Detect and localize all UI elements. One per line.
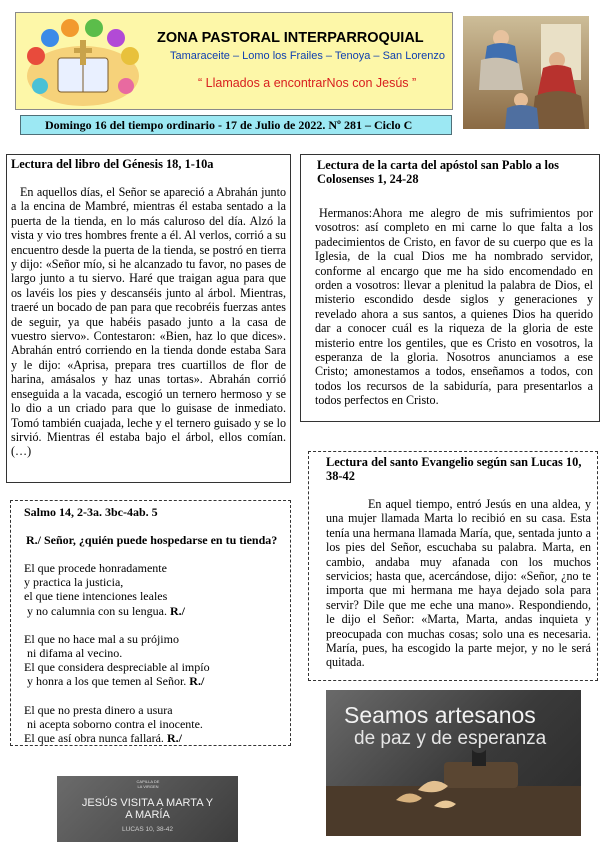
psalm-stanza xyxy=(24,561,284,618)
children-bible-logo xyxy=(22,16,144,108)
psalm-response: R./ Señor, ¿quién puede hospedarse en tu tienda? xyxy=(26,533,278,547)
martha-mary-banner xyxy=(57,776,238,842)
banner-reference: LUCAS 10, 38-42 xyxy=(122,826,173,833)
zone-title: ZONA PASTORAL INTERPARROQUIAL xyxy=(157,30,424,46)
psalm-line: El que considera despreciable al impío xyxy=(24,660,210,675)
psalm-line-text: y honra a los que temen al Señor. xyxy=(24,674,187,689)
psalm-refrain: R./ xyxy=(169,603,185,618)
psalm-line-text: El que así obra nunca fallará. xyxy=(24,731,164,746)
second-reading-heading: Lectura de la carta del apóstol san Pablo a los Colosenses 1, 24-28 xyxy=(317,158,559,186)
banner-title-line2: A MARÍA xyxy=(125,809,170,821)
gospel-box xyxy=(308,451,598,681)
parishes-line: Tamaraceite – Lomo los Frailes – Tenoya – San Lorenzo xyxy=(170,50,445,62)
first-reading-heading: Lectura del libro del Génesis 18, 1-10a xyxy=(11,157,214,171)
martha-mary-painting xyxy=(463,16,589,129)
psalm-refrain: R./ xyxy=(189,674,205,689)
psalm-line: El que procede honradamente xyxy=(24,561,167,575)
gospel-text: En aquel tiempo, entró Jesús en una aldea, y una mujer llamada Marta lo recibió en su casa. Esta tenía una hermana llamada María, que, sentada junto a los pies del Señor, escuchaba su palabra. Marta, en cambio, andaba muy afanada con los muchos servicios; hasta que, acercándose, dijo: «Señor, ¿no te importa que mi hermana me haya dejado sola para servir? Dile que me eche una mano». Respondiendo, le dijo el Señor: «Marta, Marta, andas inquieta y preocupada con muchas cosas; solo una es necesaria. María, pues, ha escogido la parte mejor, y no le será quitada. xyxy=(326,497,591,670)
artisans-subtitle: de paz y de esperanza xyxy=(354,728,547,749)
second-reading-box xyxy=(300,154,600,422)
psalm-refrain: R./ xyxy=(166,731,182,746)
psalm-line: y practica la justicia, xyxy=(24,575,124,590)
psalm-line: el que tiene intenciones leales xyxy=(24,589,168,604)
banner-title-line1: JESÚS VISITA A MARTA Y xyxy=(81,797,214,809)
date-bar: Domingo 16 del tiempo ordinario - 17 de Julio de 2022. Nº 281 – Ciclo C xyxy=(20,115,452,135)
psalm-stanza xyxy=(24,703,284,746)
psalm-heading: Salmo 14, 2-3a. 3bc-4ab. 5 xyxy=(24,505,158,519)
psalm-box xyxy=(10,500,291,746)
psalm-line xyxy=(24,674,284,688)
psalm-stanza xyxy=(24,632,284,689)
psalm-line: ni acepta soborno contra el inocente. xyxy=(24,716,203,731)
second-reading-text: Hermanos:Ahora me alegro de mis sufrimientos por vosotros: así completo en mi carne lo que falta a los padecimientos de Cristo, en favor de su cuerpo que es la Iglesia, de la cual Dios me ha nombrado servidor, conforme al encargo que me ha sido encomendado en orden a vosotros: llevar a plenitud la palabra de Dios, el misterio escondido desde siglos y generaciones y revelado ahora a sus santos, a quienes Dios ha querido dar a conocer cuál es la riqueza de la gloria de este misterio entre los gentiles, que es Cristo en vosotros, la esperanza de la gloria. Nosotros anunciamos a ese Cristo; amonestamos a todos, enseñamos a todos, con todos los recursos de la sabiduría, para presentarlos a todos perfectos en Cristo. xyxy=(315,206,593,408)
psalm-line: ni difama al vecino. xyxy=(24,646,123,661)
first-reading-box xyxy=(6,154,291,483)
psalm-line xyxy=(24,731,284,745)
artisans-image xyxy=(326,690,581,836)
psalm-line xyxy=(24,604,284,618)
chapel-logo: CAPILLA DE LA VIRGEN xyxy=(136,779,160,789)
artisans-title: Seamos artesanos xyxy=(344,702,536,728)
psalm-line: El que no presta dinero a usura xyxy=(24,702,173,717)
gospel-heading: Lectura del santo Evangelio según san Lucas 10, 38-42 xyxy=(326,455,582,483)
first-reading-text: En aquellos días, el Señor se apareció a Abrahán junto a la encina de Mambré, mientras él estaba sentado a la puerta de la tienda, en lo más caluroso del día. Alzó la vista y vio tres hombres frente a él. Al verlos, corrió a su encuentro desde la puerta de la tienda, se postró en tierra y dijo: «Señor mío, si he alcanzado tu favor, no pases de largo junto a tu siervo. Haré que traigan agua para que os lavéis los pies y descanséis junto al árbol. Mientras, traeré un bocado de pan para que recobréis fuerzas antes de seguir, ya que habéis pasado junto a la casa de vuestro siervo». Contestaron: «Bien, haz lo que dices». Abrahán entró corriendo en la tienda donde estaba Sara y le dijo: «Aprisa, prepara tres cuartillos de flor de harina, amásalos y haz unas tortas». Abrahán corrió enseguida a la vacada, escogió un ternero hermoso y se lo dio a un criado para que lo guisase de inmediato. Tomó también cuajada, leche y el ternero guisado y se lo sirvió. Mientras él estaba bajo el árbol, ellos comían. (…) xyxy=(11,185,286,459)
motto: “ Llamados a encontrarNos con Jesús ” xyxy=(198,76,417,90)
psalm-line-text: y no calumnia con su lengua. xyxy=(24,603,167,618)
psalm-line: El que no hace mal a su prójimo xyxy=(24,631,179,646)
